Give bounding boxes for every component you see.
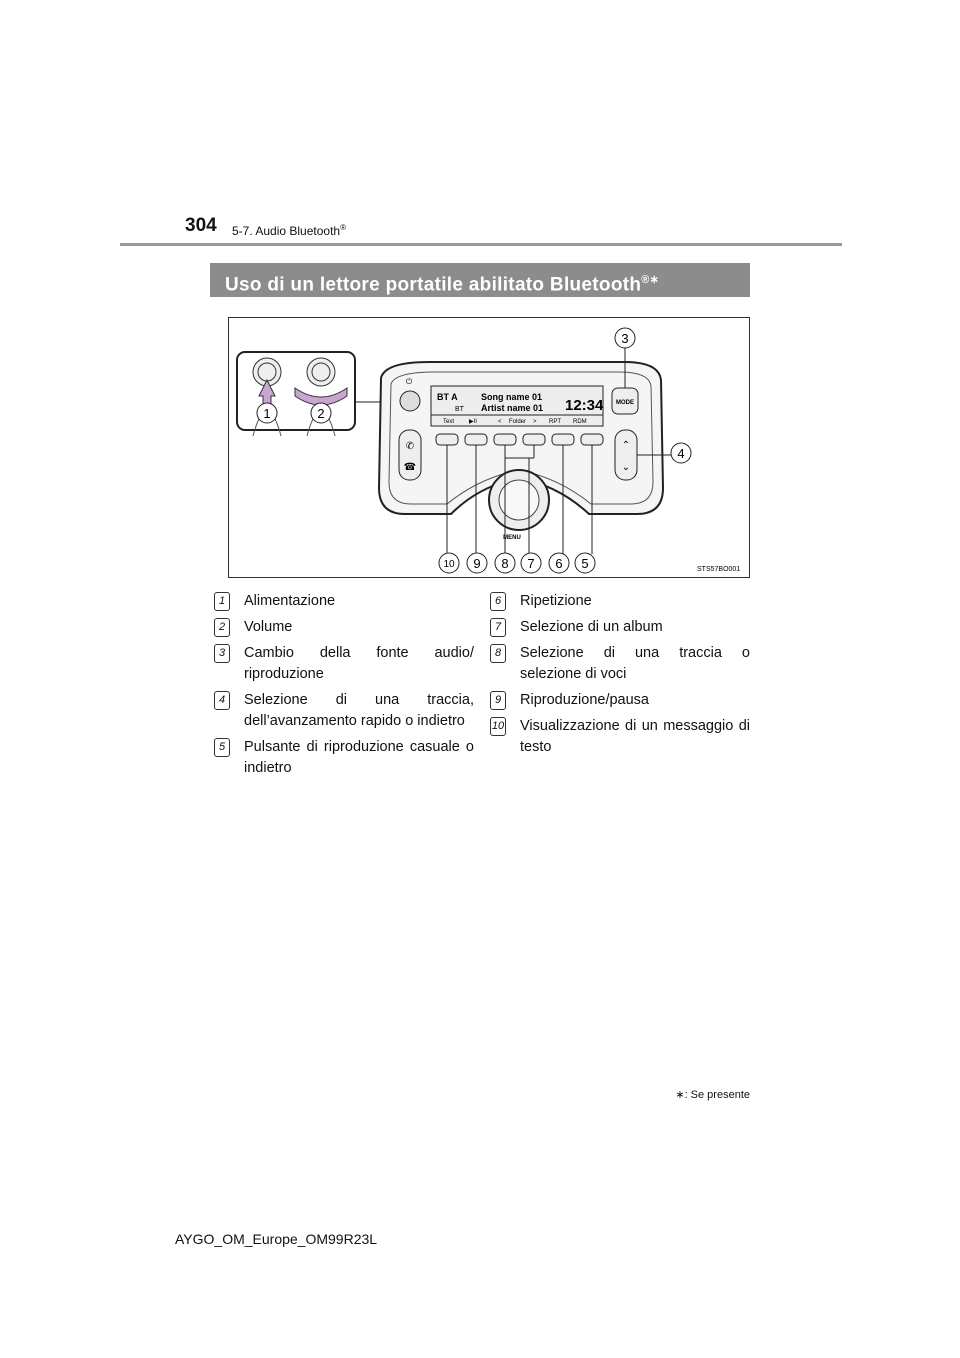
legend-num: 1 bbox=[214, 592, 230, 611]
legend-text: Selezione di un album bbox=[520, 619, 663, 635]
legend-num: 4 bbox=[214, 691, 230, 710]
banner-mark: ®∗ bbox=[641, 274, 660, 286]
legend-text: Visualizzazione di un messaggio di testo bbox=[520, 718, 750, 755]
legend-text: Selezione di una traccia o selezione di voci bbox=[520, 645, 750, 682]
legend-item bbox=[490, 643, 750, 685]
track-prev-button[interactable] bbox=[494, 434, 516, 445]
repeat-button[interactable] bbox=[552, 434, 574, 445]
legend-text: Ripetizione bbox=[520, 593, 592, 609]
display-bt: BT bbox=[455, 406, 464, 413]
audio-unit-figure bbox=[228, 317, 750, 578]
seek-down-icon: ⌄ bbox=[621, 462, 631, 473]
legend-text: Pulsante di riproduzione casuale o indietro bbox=[244, 739, 474, 776]
legend-item bbox=[214, 591, 474, 612]
legend-item bbox=[214, 690, 474, 732]
banner-title: Uso di un lettore portatile abilitato Bluetooth bbox=[225, 274, 642, 296]
callout-6-label: 6 bbox=[555, 556, 563, 571]
footnote-mark: ∗ bbox=[675, 1089, 685, 1101]
legend-num: 10 bbox=[490, 717, 506, 736]
softkey-text: Text bbox=[443, 419, 455, 425]
softkey-prev: < bbox=[498, 419, 502, 425]
section-title-text: 5-7. Audio Bluetooth bbox=[232, 224, 341, 238]
callout-10-label: 10 bbox=[443, 559, 455, 570]
callout-4-label: 4 bbox=[677, 446, 685, 461]
seek-up-icon: ⌃ bbox=[621, 440, 631, 451]
legend-num: 7 bbox=[490, 618, 506, 637]
section-banner bbox=[210, 263, 750, 297]
legend-item bbox=[214, 737, 474, 779]
track-next-button[interactable] bbox=[523, 434, 545, 445]
legend-item bbox=[490, 690, 750, 711]
legend-num: 8 bbox=[490, 644, 506, 663]
callout-7-label: 7 bbox=[527, 556, 535, 571]
legend-text: Selezione di una traccia, dell’avanzamento rapido o indietro bbox=[244, 692, 474, 729]
display-line1: Song name 01 bbox=[481, 392, 543, 402]
legend-item bbox=[214, 643, 474, 685]
softkey-play: ▶II bbox=[469, 419, 477, 425]
display-line2: Artist name 01 bbox=[481, 403, 544, 413]
callout-5-label: 5 bbox=[581, 556, 589, 571]
softkey-next: > bbox=[533, 419, 537, 425]
callout-9-label: 9 bbox=[473, 556, 481, 571]
softkey-rdm: RDM bbox=[573, 419, 587, 425]
legend-text: Riproduzione/pausa bbox=[520, 692, 649, 708]
legend-list-left bbox=[214, 591, 474, 784]
volume-knob-icon bbox=[307, 358, 335, 386]
play-pause-button[interactable] bbox=[465, 434, 487, 445]
figure-code: STS57BO001 bbox=[697, 566, 741, 573]
callout-3-label: 3 bbox=[621, 331, 629, 346]
footer-code: AYGO_OM_Europe_OM99R23L bbox=[175, 1231, 378, 1247]
legend-num: 5 bbox=[214, 738, 230, 757]
header-rule bbox=[120, 243, 842, 246]
softkey-folder: Folder bbox=[509, 419, 527, 425]
text-button[interactable] bbox=[436, 434, 458, 445]
softkey-rpt: RPT bbox=[549, 419, 561, 425]
legend-item bbox=[490, 716, 750, 758]
legend-text: Cambio della fonte audio/ riproduzione bbox=[244, 645, 474, 682]
display-clock: 12:34 bbox=[565, 397, 604, 414]
legend-item bbox=[490, 591, 750, 612]
audio-unit-diagram bbox=[229, 318, 751, 579]
legend-item bbox=[490, 617, 750, 638]
callout-1-label: 1 bbox=[263, 406, 271, 421]
svg-text:⏻: ⏻ bbox=[405, 377, 413, 386]
power-knob[interactable] bbox=[400, 391, 420, 411]
legend-list-right bbox=[490, 591, 750, 763]
legend-num: 2 bbox=[214, 618, 230, 637]
section-title bbox=[232, 223, 346, 238]
footnote bbox=[675, 1088, 750, 1101]
legend-text: Alimentazione bbox=[244, 593, 336, 609]
page-number: 304 bbox=[185, 215, 217, 236]
phone-hangup-icon: ☎ bbox=[403, 462, 417, 473]
footnote-text: : Se presente bbox=[684, 1089, 750, 1101]
rotate-arrow-icon bbox=[295, 388, 347, 405]
legend-num: 3 bbox=[214, 644, 230, 663]
legend-text: Volume bbox=[244, 619, 293, 635]
menu-label: MENU bbox=[503, 535, 521, 541]
mode-label: MODE bbox=[616, 400, 634, 406]
display-source: BT A bbox=[437, 392, 458, 402]
legend-num: 6 bbox=[490, 592, 506, 611]
legend-item bbox=[214, 617, 474, 638]
callout-8-label: 8 bbox=[501, 556, 509, 571]
random-button[interactable] bbox=[581, 434, 603, 445]
registered-mark: ® bbox=[340, 223, 346, 232]
legend-num: 9 bbox=[490, 691, 506, 710]
callout-2-label: 2 bbox=[317, 406, 325, 421]
phone-answer-icon: ✆ bbox=[405, 441, 415, 452]
